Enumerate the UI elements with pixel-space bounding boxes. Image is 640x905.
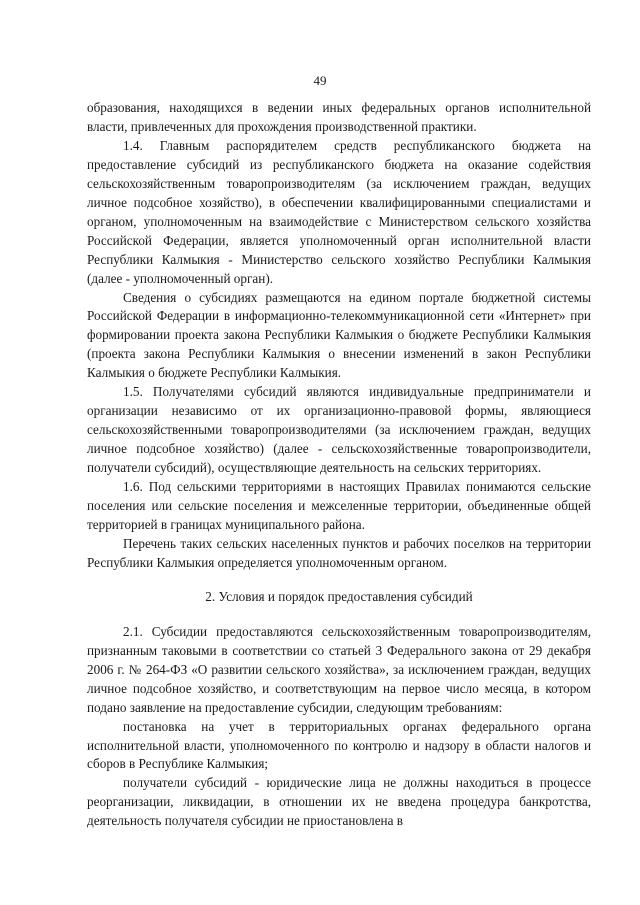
paragraph-1-4: 1.4. Главным распорядителем средств республиканского бюджета на предоставление субсидий из республиканского бюджета на оказание содействия сельскохозяйственным товаропроизводителям (за исключением граждан, ведущих личное подсобное хозяйство), в обеспечении квалифицированными специалистами и органом, уполномоченным на взаимодействие с Министерством сельского хозяйства Российской Федерации, является уполномоченный орган исполнительной власти Республики Калмыкия - Министерство сельского хозяйство Республики Калмыкия (далее - уполномоченный орган). xyxy=(87,137,591,286)
paragraph-subsidy-info: Сведения о субсидиях размещаются на едином портале бюджетной системы Российской Федерации в информационно-телекоммуникационной сети «Интернет» при формировании проекта закона Республики Калмыкия о бюджете Республики Калмыкия (проекта закона Республики Калмыкия о внесении изменений в закон Республики Калмыкия о бюджете Республики Калмыкия. xyxy=(87,289,591,381)
paragraph-settlements-list: Перечень таких сельских населенных пунктов и рабочих поселков на территории Республики Калмыкия определяется уполномоченным органом. xyxy=(87,535,591,570)
page-number: 49 xyxy=(313,73,327,88)
paragraph-1-5: 1.5. Получателями субсидий являются индивидуальные предприниматели и организации независимо от их организационно-правовой формы, являющиеся сельскохозяйственными товаропроизводителями (за исключением граждан, ведущих личное подсобное хозяйство) (далее - сельскохозяйственные товаропроизводители, получатели субсидий), осуществляющие деятельность на сельских территориях. xyxy=(87,384,591,476)
paragraph-continuation: образования, находящихся в ведении иных федеральных органов исполнительной власти, привлеченных для прохождения производственной практики. xyxy=(87,100,591,134)
document-body xyxy=(87,99,591,831)
section-heading: 2. Условия и порядок предоставления субсидий xyxy=(205,588,473,604)
paragraph-requirement-tax: постановка на учет в территориальных органах федерального органа исполнительной власти, уполномоченного по контролю и надзору в области налогов и сборов в Республике Калмыкия; xyxy=(87,718,591,772)
paragraph-requirement-legal: получатели субсидий - юридические лица не должны находиться в процессе реорганизации, ликвидации, в отношении их не введена процедура банкротства, деятельность получателя субсидии не приостановлена в xyxy=(87,775,591,829)
paragraph-1-6: 1.6. Под сельскими территориями в настоящих Правилах понимаются сельские поселения или сельские поселения и межселенные территории, объединенные общей территорией в границах муниципального района. xyxy=(87,479,591,532)
paragraph-2-1: 2.1. Субсидии предоставляются сельскохозяйственным товаропроизводителям, признанным таковыми в соответствии со статьей 3 Федерального закона от 29 декабря 2006 г. № 264-ФЗ «О развитии сельского хозяйства», за исключением граждан, ведущих личное подсобное хозяйство, и соответствующим на первое число месяца, в котором подано заявление на предоставление субсидии, следующим требованиям: xyxy=(87,623,591,715)
